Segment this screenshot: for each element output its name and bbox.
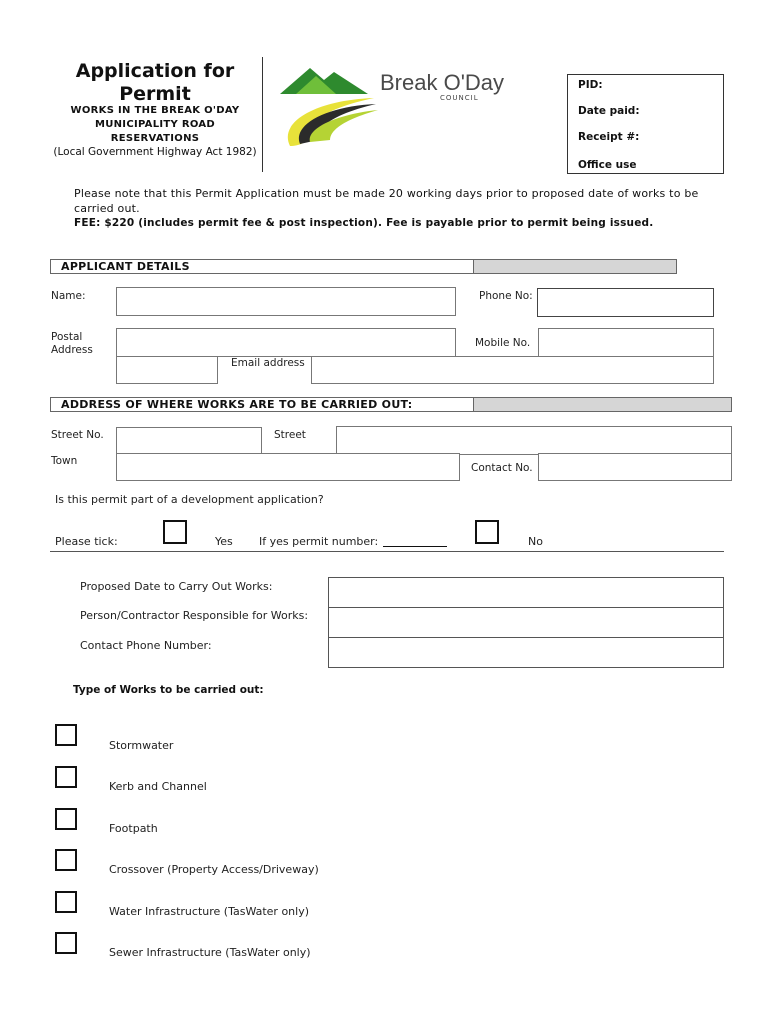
subtitle-line-3: RESERVATIONS <box>110 133 200 144</box>
stormwater-checkbox[interactable] <box>55 724 77 746</box>
street-field[interactable] <box>336 426 732 455</box>
street-no-field[interactable] <box>116 427 262 455</box>
email-field[interactable] <box>311 356 714 384</box>
town-label: Town <box>51 455 78 467</box>
development-question: Is this permit part of a development application? <box>55 493 324 506</box>
kerb-channel-checkbox[interactable] <box>55 766 77 788</box>
name-field[interactable] <box>116 287 456 316</box>
title-line-1: Application for <box>75 60 235 82</box>
contact-phone-label: Contact Phone Number: <box>80 639 212 652</box>
name-label: Name: <box>51 290 86 302</box>
contact-no-field[interactable] <box>538 453 732 481</box>
mobile-field[interactable] <box>538 328 714 357</box>
yes-checkbox[interactable] <box>163 520 187 544</box>
subtitle-line-2: MUNICIPALITY ROAD <box>94 119 216 130</box>
postal-label-line-1: Postal <box>51 331 83 343</box>
water-infrastructure-checkbox[interactable] <box>55 891 77 913</box>
notice-line-1: Please note that this Permit Application must be made 20 working days prior to proposed date of works to be <box>74 187 699 200</box>
works-type-heading: Type of Works to be carried out: <box>73 684 264 696</box>
title-line-2: Permit <box>119 83 191 105</box>
sewer-infrastructure-checkbox[interactable] <box>55 932 77 954</box>
postal-label-line-2: Address <box>51 344 93 356</box>
no-checkbox[interactable] <box>475 520 499 544</box>
header-divider <box>262 57 263 172</box>
office-use-label: Office use <box>578 159 637 171</box>
crossover-checkbox[interactable] <box>55 849 77 871</box>
works-address-heading: ADDRESS OF WHERE WORKS ARE TO BE CARRIED OUT: <box>61 398 413 411</box>
street-label: Street <box>274 429 306 441</box>
logo-name: Break O'Day <box>380 70 505 95</box>
form-title <box>50 60 260 106</box>
email-label: Email address <box>231 357 305 369</box>
stormwater-label: Stormwater <box>109 739 174 752</box>
contact-phone-field[interactable] <box>328 637 724 668</box>
phone-field[interactable] <box>537 288 714 317</box>
permit-number-label: If yes permit number: <box>259 535 379 548</box>
proposed-date-label: Proposed Date to Carry Out Works: <box>80 580 273 593</box>
footpath-label: Footpath <box>109 822 158 835</box>
applicant-details-grey <box>473 260 676 273</box>
fee-notice: FEE: $220 (includes permit fee & post inspection). Fee is payable prior to permit being issued. <box>74 217 654 229</box>
water-infrastructure-label: Water Infrastructure (TasWater only) <box>109 905 310 918</box>
phone-label: Phone No: <box>479 290 533 302</box>
permit-number-line[interactable] <box>383 546 447 547</box>
applicant-details-bar <box>50 259 677 274</box>
date-paid-label: Date paid: <box>578 105 640 117</box>
proposed-date-field[interactable] <box>328 577 724 608</box>
person-responsible-label: Person/Contractor Responsible for Works: <box>80 609 309 622</box>
street-no-label: Street No. <box>51 429 104 441</box>
person-responsible-field[interactable] <box>328 607 724 638</box>
office-use-box <box>567 74 724 174</box>
please-tick-label: Please tick: <box>55 535 118 548</box>
mobile-label: Mobile No. <box>475 337 531 349</box>
works-address-bar <box>50 397 732 412</box>
postal-address-field[interactable] <box>116 328 456 357</box>
yes-label: Yes <box>215 535 233 548</box>
act-reference: (Local Government Highway Act 1982) <box>53 146 257 158</box>
crossover-label: Crossover (Property Access/Driveway) <box>109 863 319 876</box>
notice-line-2: carried out. <box>74 202 140 215</box>
receipt-label: Receipt #: <box>578 131 640 143</box>
footpath-checkbox[interactable] <box>55 808 77 830</box>
subtitle-line-1: WORKS IN THE BREAK O'DAY <box>70 105 240 116</box>
council-logo <box>276 62 506 162</box>
works-address-grey <box>473 398 731 411</box>
development-divider <box>50 551 724 552</box>
contact-no-label: Contact No. <box>471 462 533 474</box>
sewer-infrastructure-label: Sewer Infrastructure (TasWater only) <box>109 946 311 959</box>
pid-label: PID: <box>578 79 603 91</box>
logo-council: COUNCIL <box>440 94 479 102</box>
applicant-details-heading: APPLICANT DETAILS <box>61 260 190 273</box>
kerb-channel-label: Kerb and Channel <box>109 780 207 793</box>
town-field[interactable] <box>116 453 460 481</box>
no-label: No <box>528 535 543 548</box>
postal-address-field-2[interactable] <box>116 356 218 384</box>
form-subtitle <box>50 104 260 146</box>
